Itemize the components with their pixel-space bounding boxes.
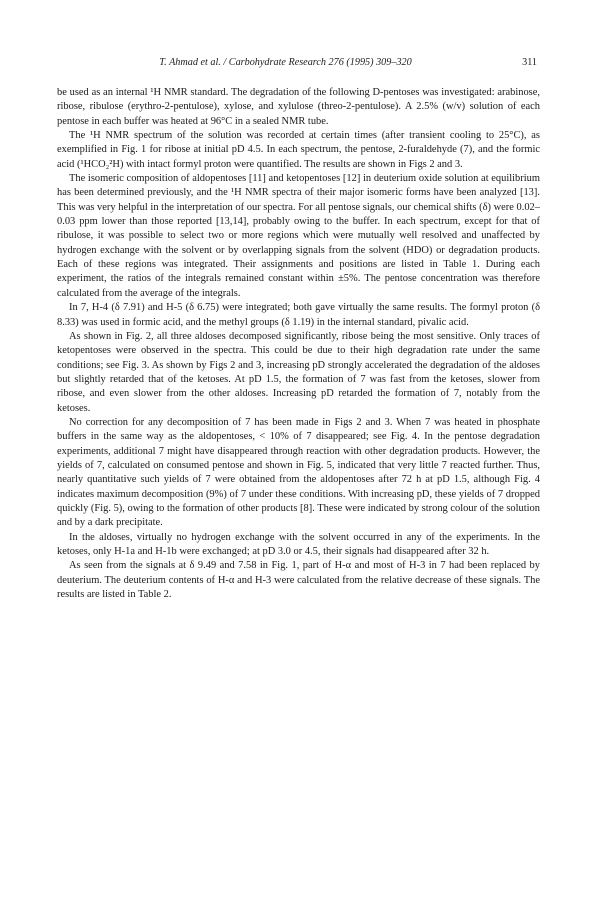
paragraph-nmr-standard: be used as an internal ¹H NMR standard. The degradation of the following D-pentoses was investigated: arabinose, ribose, ribulose (erythro-2-pentulose), xylose, and xylulose (threo-2-pentulose). A 2.5% (w/v) solution of each pentose in each buffer was heated at 96°C in a sealed NMR tube.: [57, 87, 540, 127]
running-head: T. Ahmad et al. / Carbohydrate Research 276 (1995) 309–320: [159, 57, 412, 68]
paragraph-deuterium-content: As seen from the signals at δ 9.49 and 7.58 in Fig. 1, part of H-α and most of H-3 in 7 had been replaced by deuterium. The deuterium contents of H-α and H-3 were calculated from the relative decrease of these signals. The results are listed in Table 2.: [57, 560, 540, 601]
paragraph-isomeric-composition: The isomeric composition of aldopentoses [11] and ketopentoses [12] in deuterium oxide solution at equilibrium has been determined previously, and the ¹H NMR spectra of their major isomeric forms have been analyzed [13]. This was very helpful in the interpretation of our spectra. For all pentose signals, our chemical shifts (δ) were 0.02–0.03 ppm lower than those reported [13,14], probably owing to the buffer. In each spectrum, except for that of ribulose, it was possible to select two or more regions which were mutually well resolved and unaffected by hydrogen exchange with the solvent or by overlapping signals from the solvent (HDO) or degradation products. Each of these regions was integrated. Their assignments and positions are listed in Table 1. During each experiment, the ratios of the integrals remained constant within ±5%. The pentose concentration was therefore calculated from the average of the integrals.: [57, 173, 540, 299]
paragraph-spectrum-recording: The ¹H NMR spectrum of the solution was recorded at certain times (after transient cooling to 25°C), as exemplified in Fig. 1 for ribose at initial pD 4.5. In each spectrum, the pentose, 2-furaldehyde (7), and the formic acid (¹HCO₂²H) with intact formyl proton were quantified. The results are shown in Figs 2 and 3.: [57, 130, 540, 170]
paragraph-hydrogen-exchange: In the aldoses, virtually no hydrogen exchange with the solvent occurred in any of the experiments. In the ketoses, only H-1a and H-1b were exchanged; at pD 3.0 or 4.5, their signals had disappeared after 32 h.: [57, 531, 540, 557]
paragraph-integration-signals: In 7, H-4 (δ 7.91) and H-5 (δ 6.75) were integrated; both gave virtually the same results. The formyl proton (δ 8.33) was used in formic acid, and the methyl groups (δ 1.19) in the internal standard, pivalic acid.: [57, 302, 540, 328]
body-text: [57, 86, 540, 602]
paragraph-furaldehyde-correction: No correction for any decomposition of 7 has been made in Figs 2 and 3. When 7 was heated in phosphate buffers in the same way as the aldopentoses, < 10% of 7 disappeared; see Fig. 4. In the pentose degradation experiments, additional 7 might have disappeared through reaction with other degradation products. However, the yields of 7, calculated on consumed pentose and shown in Fig. 5, indicated that very little 7 reacted further. Thus, nearly quantitative such yields of 7 were obtained from the aldopentoses after 72 h at pD 1.5, although Fig. 4 indicates maximum decomposition (9%) of 7 under these conditions. With increasing pD, these yields of 7 dropped quickly (Fig. 5), owing to the formation of other products [8]. These were indicated by strong colour of the solution and by a dark precipitate.: [57, 416, 540, 529]
paragraph-aldose-decomposition: As shown in Fig. 2, all three aldoses decomposed significantly, ribose being the most sensitive. Only traces of ketopentoses were observed in the spectra. This could be due to their high degradation rate under the same conditions; see Fig. 3. As shown by Figs 2 and 3, increasing pD strongly accelerated the degradation of the aldoses but slightly retarded that of the ketoses. At pD 1.5, the formation of 7 was fast from the ketoses, slower from ribose, and even slower from the other aldoses. Increasing pD retarded the formation of 7, notably from the ketoses.: [57, 330, 540, 414]
page-number: 311: [522, 57, 537, 68]
